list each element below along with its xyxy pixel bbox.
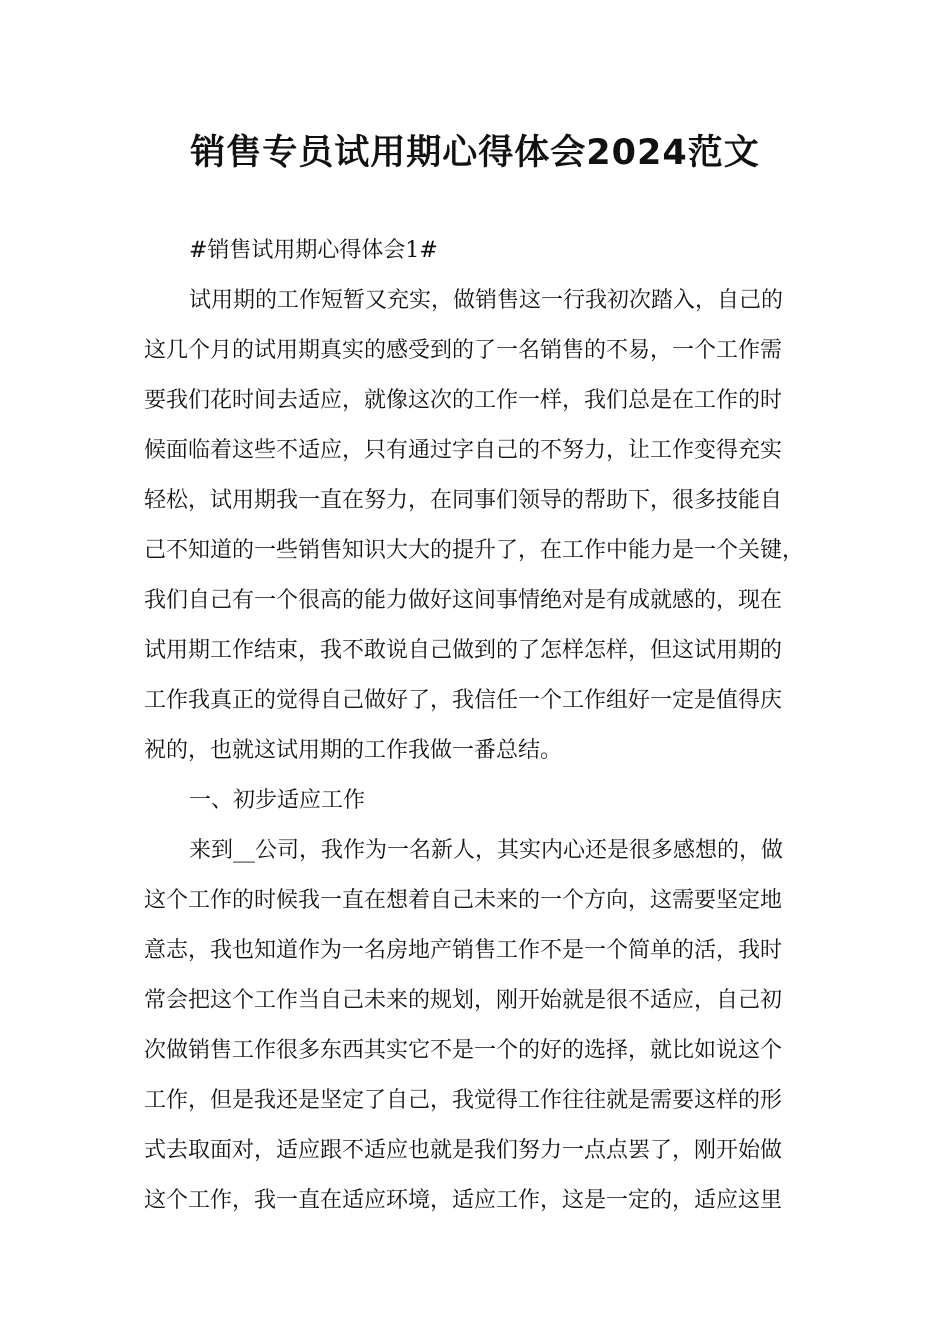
paragraph-2-line: 次做销售工作很多东西其实它不是一个的好的选择，就比如说这个: [144, 1038, 783, 1063]
section-heading: 一、初步适应工作: [189, 788, 366, 813]
paragraph-1-line: 要我们花时间去适应，就像这次的工作一样，我们总是在工作的时: [144, 388, 783, 413]
paragraph-2-line: 这个工作，我一直在适应环境，适应工作，这是一定的，适应这里: [144, 1188, 783, 1213]
document-title: 销售专员试用期心得体会2024范文: [190, 133, 760, 173]
paragraph-1-line: 试用期工作结束，我不敢说自己做到的了怎样怎样，但这试用期的: [144, 638, 783, 663]
paragraph-1-line: 候面临着这些不适应，只有通过字自己的不努力，让工作变得充实: [144, 438, 783, 463]
paragraph-1-line: 我们自己有一个很高的能力做好这间事情绝对是有成就感的，现在: [144, 588, 783, 613]
paragraph-2-line: 工作，但是我还是坚定了自己，我觉得工作往往就是需要这样的形: [144, 1088, 783, 1113]
paragraph-1-line: 工作我真正的觉得自己做好了，我信任一个工作组好一定是值得庆: [144, 688, 783, 713]
paragraph-1-line: 己不知道的一些销售知识大大的提升了，在工作中能力是一个关键，: [144, 538, 805, 563]
paragraph-1-line: 祝的，也就这试用期的工作我做一番总结。: [144, 738, 563, 763]
paragraph-2-line: 来到__公司，我作为一名新人，其实内心还是很多感想的，做: [189, 838, 784, 863]
section-header: #销售试用期心得体会1#: [189, 238, 438, 263]
paragraph-1-line: 这几个月的试用期真实的感受到的了一名销售的不易，一个工作需: [144, 338, 783, 363]
paragraph-1-line: 试用期的工作短暂又充实，做销售这一行我初次踏入，自己的: [189, 288, 784, 313]
paragraph-2-line: 常会把这个工作当自己未来的规划，刚开始就是很不适应，自己初: [144, 988, 783, 1013]
paragraph-2-line: 意志，我也知道作为一名房地产销售工作不是一个简单的活，我时: [144, 938, 783, 963]
paragraph-2-line: 这个工作的时候我一直在想着自己未来的一个方向，这需要坚定地: [144, 888, 783, 913]
paragraph-1-line: 轻松，试用期我一直在努力，在同事们领导的帮助下，很多技能自: [144, 488, 783, 513]
paragraph-2-line: 式去取面对，适应跟不适应也就是我们努力一点点罢了，刚开始做: [144, 1138, 783, 1163]
